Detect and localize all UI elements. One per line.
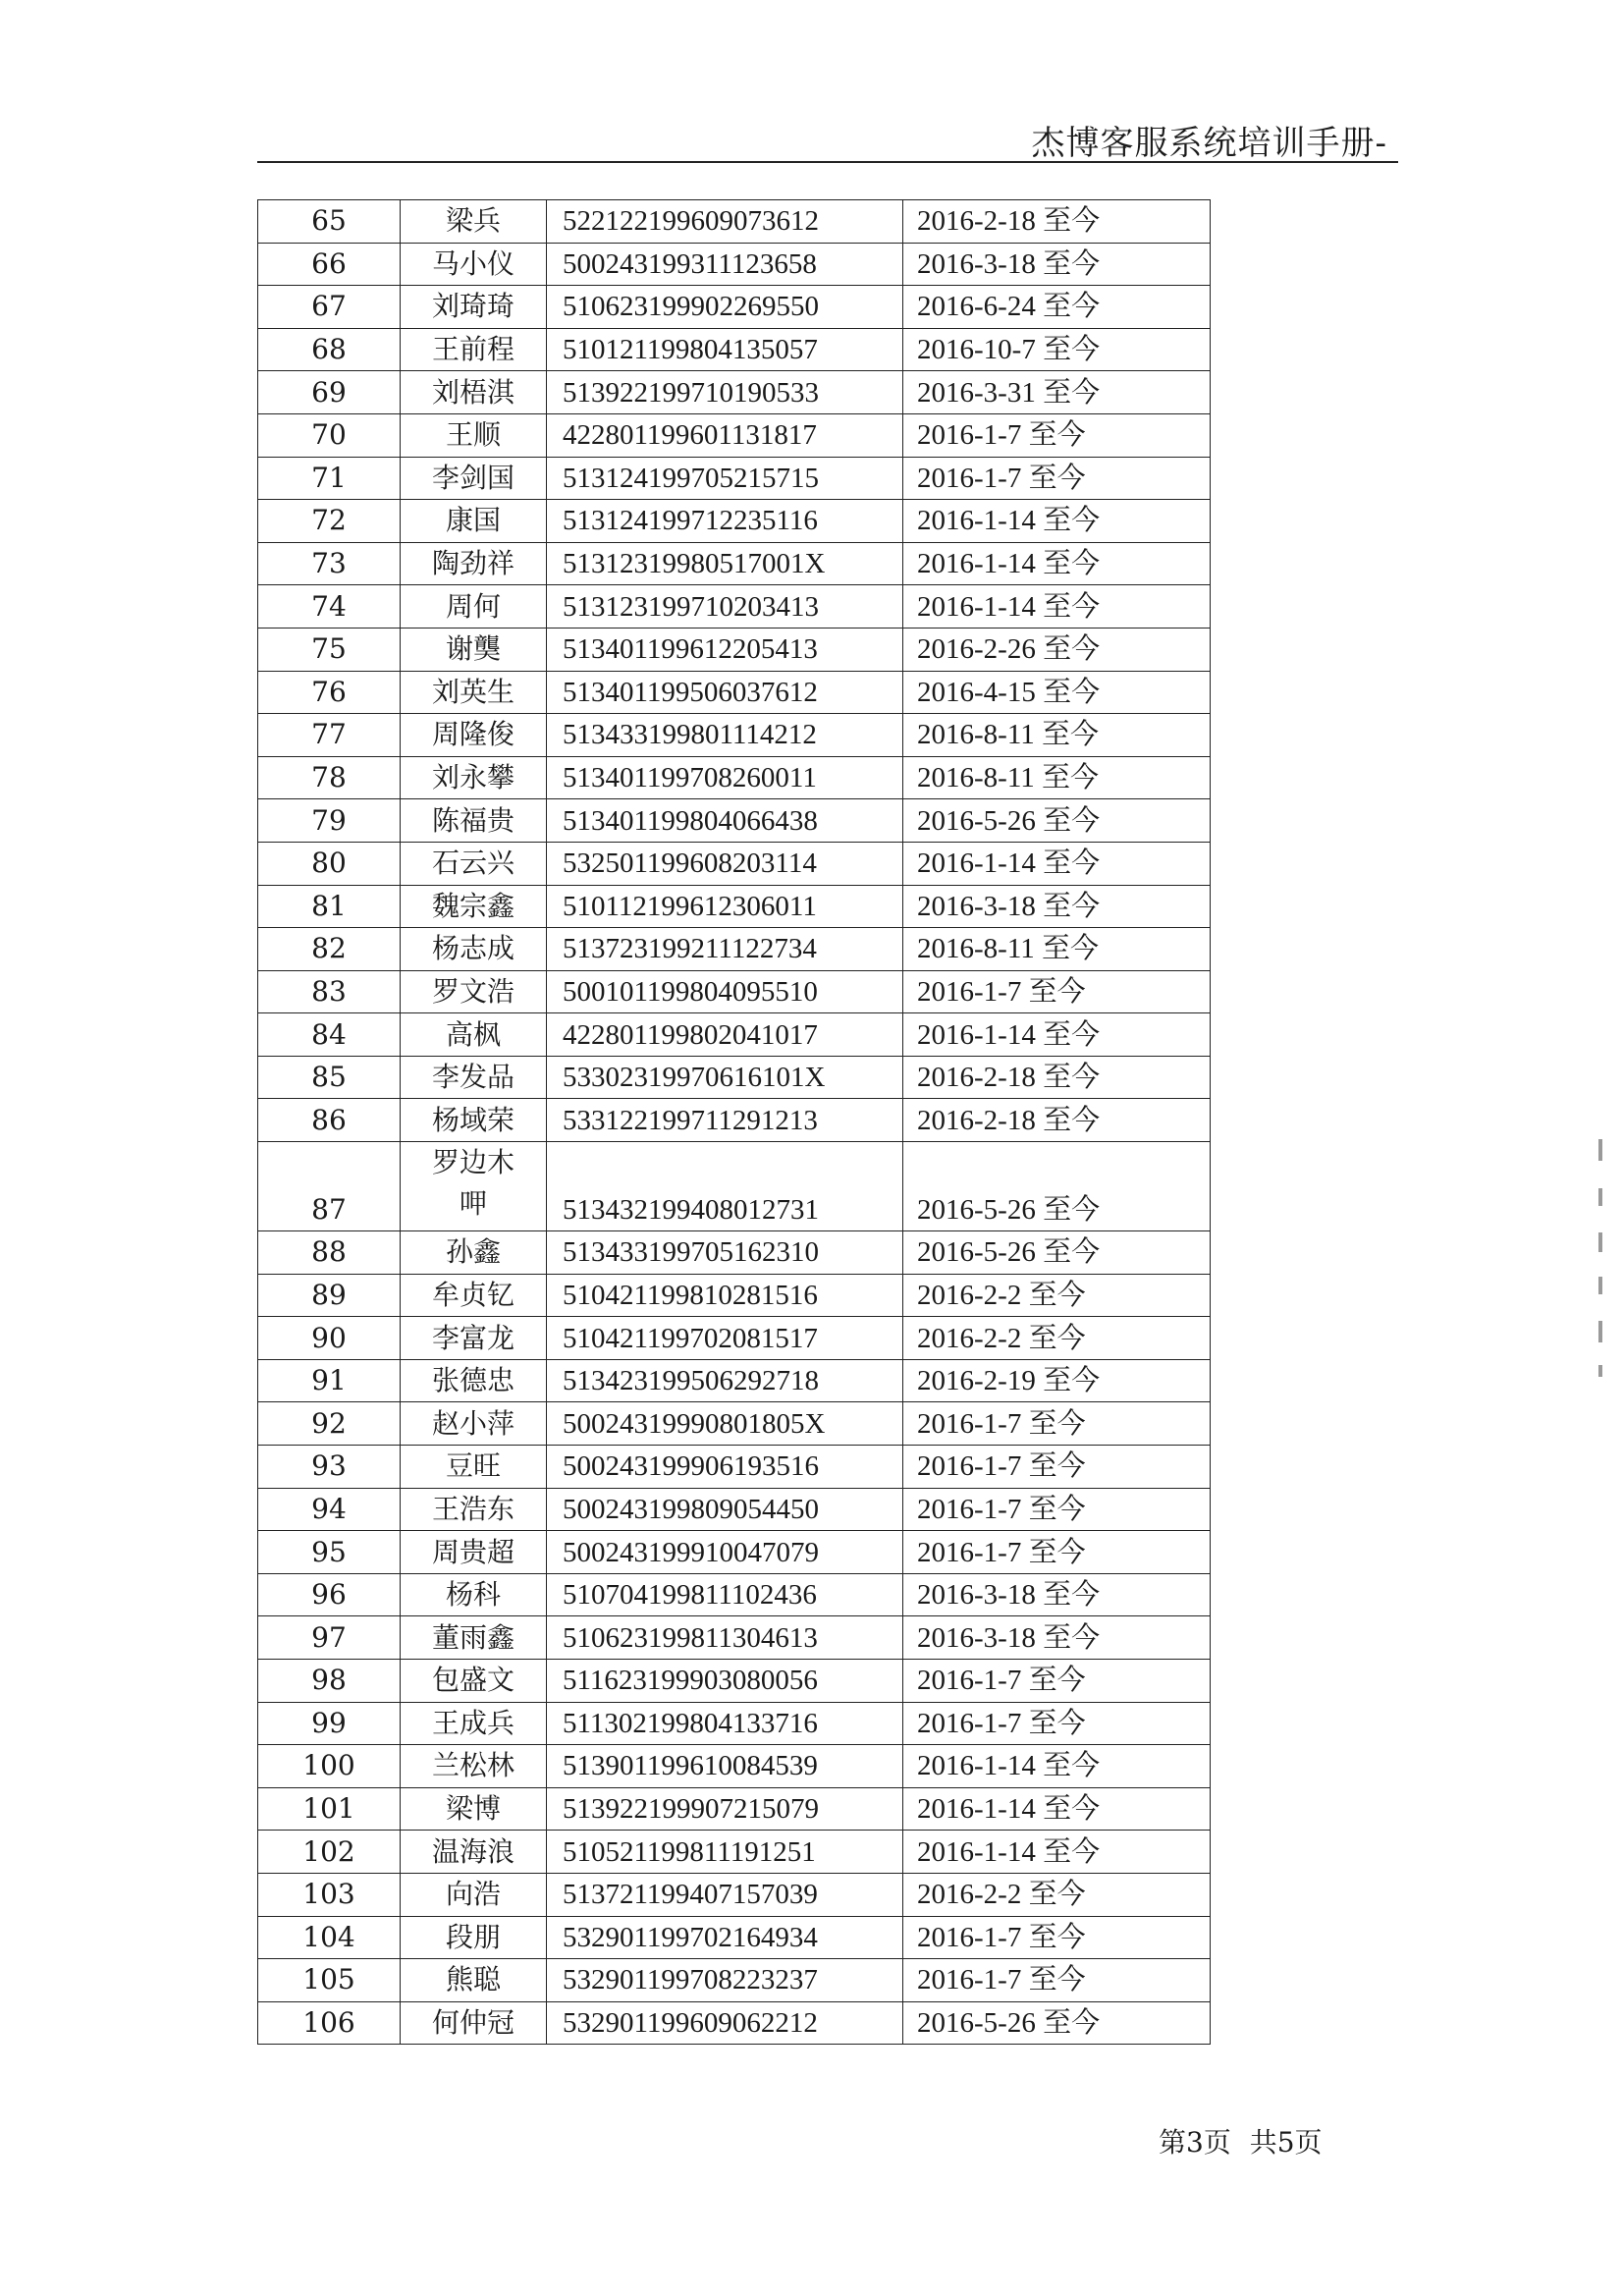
employee-name-cell: 孙鑫 — [401, 1231, 547, 1275]
start-date-cell: 2016-1-14 至今 — [903, 1831, 1211, 1874]
row-number-cell: 65 — [258, 200, 401, 244]
start-date-cell: 2016-1-14 至今 — [903, 842, 1211, 885]
table-row — [258, 1616, 1211, 1660]
start-date-cell: 2016-1-7 至今 — [903, 457, 1211, 500]
id-number-cell: 500243199311123658 — [547, 243, 903, 286]
id-number-cell: 510121199804135057 — [547, 328, 903, 371]
start-date-cell: 2016-1-14 至今 — [903, 1787, 1211, 1831]
table-row — [258, 1959, 1211, 2002]
id-number-cell: 513401199708260011 — [547, 756, 903, 799]
row-number-cell: 68 — [258, 328, 401, 371]
employee-name-cell: 李剑国 — [401, 457, 547, 500]
employee-name-cell: 董雨鑫 — [401, 1616, 547, 1660]
table-row — [258, 1660, 1211, 1703]
start-date-cell: 2016-2-18 至今 — [903, 200, 1211, 244]
table-row — [258, 286, 1211, 329]
id-number-cell: 513922199907215079 — [547, 1787, 903, 1831]
row-number-cell: 89 — [258, 1274, 401, 1317]
table-row — [258, 1446, 1211, 1489]
scan-artifact — [1598, 1277, 1602, 1294]
start-date-cell: 2016-1-7 至今 — [903, 1916, 1211, 1959]
table-row — [258, 585, 1211, 629]
employee-name-cell: 周贵超 — [401, 1531, 547, 1574]
row-number-cell: 66 — [258, 243, 401, 286]
start-date-cell: 2016-8-11 至今 — [903, 928, 1211, 971]
start-date-cell: 2016-3-31 至今 — [903, 371, 1211, 414]
start-date-cell: 2016-6-24 至今 — [903, 286, 1211, 329]
row-number-cell: 97 — [258, 1616, 401, 1660]
employee-name-cell: 康国 — [401, 500, 547, 543]
id-number-cell: 513922199710190533 — [547, 371, 903, 414]
id-number-cell: 532901199708223237 — [547, 1959, 903, 2002]
start-date-cell: 2016-8-11 至今 — [903, 714, 1211, 757]
row-number-cell: 82 — [258, 928, 401, 971]
table-row — [258, 1142, 1211, 1231]
table-row — [258, 1402, 1211, 1446]
row-number-cell: 93 — [258, 1446, 401, 1489]
id-number-cell: 513433199801114212 — [547, 714, 903, 757]
start-date-cell: 2016-1-7 至今 — [903, 1402, 1211, 1446]
row-number-cell: 79 — [258, 799, 401, 843]
start-date-cell: 2016-1-7 至今 — [903, 1531, 1211, 1574]
start-date-cell: 2016-1-7 至今 — [903, 1488, 1211, 1531]
header-divider — [257, 161, 1398, 163]
start-date-cell: 2016-1-14 至今 — [903, 585, 1211, 629]
id-number-cell: 513901199610084539 — [547, 1745, 903, 1788]
row-number-cell: 77 — [258, 714, 401, 757]
start-date-cell: 2016-5-26 至今 — [903, 799, 1211, 843]
table-row — [258, 1531, 1211, 1574]
start-date-cell: 2016-2-2 至今 — [903, 1274, 1211, 1317]
id-number-cell: 500101199804095510 — [547, 970, 903, 1013]
id-number-cell: 513124199712235116 — [547, 500, 903, 543]
employee-name-cell: 陈福贵 — [401, 799, 547, 843]
id-number-cell: 422801199802041017 — [547, 1013, 903, 1057]
id-number-cell: 532501199608203114 — [547, 842, 903, 885]
row-number-cell: 71 — [258, 457, 401, 500]
id-number-cell: 510521199811191251 — [547, 1831, 903, 1874]
employee-roster-table — [257, 199, 1211, 2045]
employee-name-cell: 赵小萍 — [401, 1402, 547, 1446]
scan-artifact — [1598, 1232, 1602, 1252]
row-number-cell: 99 — [258, 1702, 401, 1745]
table-row — [258, 2001, 1211, 2045]
table-row — [258, 371, 1211, 414]
start-date-cell: 2016-2-19 至今 — [903, 1359, 1211, 1402]
table-row — [258, 1702, 1211, 1745]
page-number: 第3页 — [1159, 2126, 1231, 2159]
id-number-cell: 511623199903080056 — [547, 1660, 903, 1703]
row-number-cell: 88 — [258, 1231, 401, 1275]
id-number-cell: 500243199906193516 — [547, 1446, 903, 1489]
start-date-cell: 2016-2-18 至今 — [903, 1099, 1211, 1142]
table-row — [258, 243, 1211, 286]
scan-artifact — [1598, 1139, 1602, 1161]
start-date-cell: 2016-1-7 至今 — [903, 413, 1211, 457]
row-number-cell: 75 — [258, 628, 401, 671]
employee-name-cell: 何仲冠 — [401, 2001, 547, 2045]
row-number-cell: 69 — [258, 371, 401, 414]
table-row — [258, 970, 1211, 1013]
id-number-cell: 532901199702164934 — [547, 1916, 903, 1959]
employee-name-cell: 刘梧淇 — [401, 371, 547, 414]
employee-name-cell: 向浩 — [401, 1873, 547, 1916]
row-number-cell: 78 — [258, 756, 401, 799]
start-date-cell: 2016-2-2 至今 — [903, 1873, 1211, 1916]
table-row — [258, 457, 1211, 500]
row-number-cell: 73 — [258, 542, 401, 585]
table-row — [258, 1573, 1211, 1616]
row-number-cell: 96 — [258, 1573, 401, 1616]
start-date-cell: 2016-1-7 至今 — [903, 1702, 1211, 1745]
row-number-cell: 92 — [258, 1402, 401, 1446]
table-row — [258, 1317, 1211, 1360]
id-number-cell: 513401199612205413 — [547, 628, 903, 671]
row-number-cell: 102 — [258, 1831, 401, 1874]
employee-name-cell: 杨志成 — [401, 928, 547, 971]
start-date-cell: 2016-1-14 至今 — [903, 542, 1211, 585]
start-date-cell: 2016-2-26 至今 — [903, 628, 1211, 671]
employee-name-cell: 兰松林 — [401, 1745, 547, 1788]
table-row — [258, 671, 1211, 714]
id-number-cell: 500243199809054450 — [547, 1488, 903, 1531]
employee-name-cell: 杨域荣 — [401, 1099, 547, 1142]
row-number-cell: 83 — [258, 970, 401, 1013]
table-row — [258, 928, 1211, 971]
id-number-cell: 510623199902269550 — [547, 286, 903, 329]
start-date-cell: 2016-1-7 至今 — [903, 1660, 1211, 1703]
employee-name-cell: 罗文浩 — [401, 970, 547, 1013]
id-number-cell: 513423199506292718 — [547, 1359, 903, 1402]
id-number-cell: 522122199609073612 — [547, 200, 903, 244]
start-date-cell: 2016-1-7 至今 — [903, 970, 1211, 1013]
table-row — [258, 756, 1211, 799]
employee-name-cell: 周何 — [401, 585, 547, 629]
employee-name-cell: 石云兴 — [401, 842, 547, 885]
employee-name-cell: 温海浪 — [401, 1831, 547, 1874]
id-number-cell: 513123199710203413 — [547, 585, 903, 629]
employee-name-cell: 梁兵 — [401, 200, 547, 244]
employee-name-cell: 王成兵 — [401, 1702, 547, 1745]
start-date-cell: 2016-8-11 至今 — [903, 756, 1211, 799]
row-number-cell: 94 — [258, 1488, 401, 1531]
id-number-cell: 510704199811102436 — [547, 1573, 903, 1616]
employee-name-cell: 刘英生 — [401, 671, 547, 714]
employee-name-cell: 王浩东 — [401, 1488, 547, 1531]
id-number-cell: 513401199506037612 — [547, 671, 903, 714]
employee-name-cell: 豆旺 — [401, 1446, 547, 1489]
start-date-cell: 2016-1-7 至今 — [903, 1959, 1211, 2002]
id-number-cell: 533122199711291213 — [547, 1099, 903, 1142]
page-total: 共5页 — [1249, 2126, 1323, 2159]
start-date-cell: 2016-3-18 至今 — [903, 1573, 1211, 1616]
employee-name-cell: 罗边木 呷 — [401, 1142, 547, 1231]
table-row — [258, 1916, 1211, 1959]
table-row — [258, 1488, 1211, 1531]
scan-artifact — [1598, 1365, 1602, 1377]
row-number-cell: 76 — [258, 671, 401, 714]
table-row — [258, 500, 1211, 543]
employee-name-cell: 段朋 — [401, 1916, 547, 1959]
employee-name-cell: 包盛文 — [401, 1660, 547, 1703]
table-row — [258, 1745, 1211, 1788]
table-row — [258, 1056, 1211, 1099]
row-number-cell: 81 — [258, 885, 401, 928]
row-number-cell: 74 — [258, 585, 401, 629]
start-date-cell: 2016-2-2 至今 — [903, 1317, 1211, 1360]
id-number-cell: 511302199804133716 — [547, 1702, 903, 1745]
row-number-cell: 67 — [258, 286, 401, 329]
start-date-cell: 2016-1-14 至今 — [903, 1013, 1211, 1057]
document-header-title: 杰博客服系统培训手册- — [1031, 124, 1387, 163]
table-row — [258, 542, 1211, 585]
employee-name-cell: 高枫 — [401, 1013, 547, 1057]
id-number-cell: 500243199910047079 — [547, 1531, 903, 1574]
table-row — [258, 628, 1211, 671]
row-number-cell: 91 — [258, 1359, 401, 1402]
start-date-cell: 2016-1-14 至今 — [903, 1745, 1211, 1788]
id-number-cell: 513721199407157039 — [547, 1873, 903, 1916]
id-number-cell: 422801199601131817 — [547, 413, 903, 457]
id-number-cell: 513723199211122734 — [547, 928, 903, 971]
table-row — [258, 1787, 1211, 1831]
employee-name-cell: 刘永攀 — [401, 756, 547, 799]
id-number-cell: 513124199705215715 — [547, 457, 903, 500]
row-number-cell: 105 — [258, 1959, 401, 2002]
row-number-cell: 90 — [258, 1317, 401, 1360]
id-number-cell: 510623199811304613 — [547, 1616, 903, 1660]
employee-name-cell: 马小仪 — [401, 243, 547, 286]
start-date-cell: 2016-5-26 至今 — [903, 1231, 1211, 1275]
start-date-cell: 2016-1-14 至今 — [903, 500, 1211, 543]
start-date-cell: 2016-5-26 至今 — [903, 1142, 1211, 1231]
employee-name-cell: 张德忠 — [401, 1359, 547, 1402]
roster-body — [258, 200, 1211, 2045]
start-date-cell: 2016-3-18 至今 — [903, 885, 1211, 928]
employee-name-cell: 牟贞钇 — [401, 1274, 547, 1317]
employee-name-cell: 王前程 — [401, 328, 547, 371]
employee-name-cell: 魏宗鑫 — [401, 885, 547, 928]
start-date-cell: 2016-4-15 至今 — [903, 671, 1211, 714]
id-number-cell: 532901199609062212 — [547, 2001, 903, 2045]
row-number-cell: 84 — [258, 1013, 401, 1057]
row-number-cell: 86 — [258, 1099, 401, 1142]
table-row — [258, 328, 1211, 371]
start-date-cell: 2016-3-18 至今 — [903, 243, 1211, 286]
start-date-cell: 2016-2-18 至今 — [903, 1056, 1211, 1099]
table-row — [258, 1831, 1211, 1874]
start-date-cell: 2016-10-7 至今 — [903, 328, 1211, 371]
row-number-cell: 103 — [258, 1873, 401, 1916]
scan-artifact — [1598, 1188, 1602, 1206]
start-date-cell: 2016-1-7 至今 — [903, 1446, 1211, 1489]
id-number-cell: 53302319970616101X — [547, 1056, 903, 1099]
table-row — [258, 799, 1211, 843]
row-number-cell: 101 — [258, 1787, 401, 1831]
row-number-cell: 98 — [258, 1660, 401, 1703]
id-number-cell: 51312319980517001X — [547, 542, 903, 585]
table-row — [258, 200, 1211, 244]
table-row — [258, 1099, 1211, 1142]
id-number-cell: 510421199702081517 — [547, 1317, 903, 1360]
table-row — [258, 1359, 1211, 1402]
row-number-cell: 87 — [258, 1142, 401, 1231]
id-number-cell: 50024319990801805X — [547, 1402, 903, 1446]
start-date-cell: 2016-5-26 至今 — [903, 2001, 1211, 2045]
id-number-cell: 513432199408012731 — [547, 1142, 903, 1231]
employee-name-cell: 杨科 — [401, 1573, 547, 1616]
row-number-cell: 80 — [258, 842, 401, 885]
id-number-cell: 510421199810281516 — [547, 1274, 903, 1317]
row-number-cell: 104 — [258, 1916, 401, 1959]
employee-name-cell: 梁博 — [401, 1787, 547, 1831]
table-row — [258, 885, 1211, 928]
employee-name-cell: 周隆俊 — [401, 714, 547, 757]
employee-name-cell: 陶劲祥 — [401, 542, 547, 585]
employee-name-cell: 王顺 — [401, 413, 547, 457]
row-number-cell: 85 — [258, 1056, 401, 1099]
table-row — [258, 842, 1211, 885]
id-number-cell: 513433199705162310 — [547, 1231, 903, 1275]
id-number-cell: 510112199612306011 — [547, 885, 903, 928]
table-row — [258, 1873, 1211, 1916]
start-date-cell: 2016-3-18 至今 — [903, 1616, 1211, 1660]
row-number-cell: 70 — [258, 413, 401, 457]
employee-name-cell: 李发品 — [401, 1056, 547, 1099]
table-row — [258, 1231, 1211, 1275]
scan-artifact — [1598, 1321, 1602, 1342]
row-number-cell: 72 — [258, 500, 401, 543]
page-footer — [1159, 2121, 1326, 2160]
employee-name-cell: 谢龑 — [401, 628, 547, 671]
id-number-cell: 513401199804066438 — [547, 799, 903, 843]
employee-name-cell: 李富龙 — [401, 1317, 547, 1360]
row-number-cell: 106 — [258, 2001, 401, 2045]
table-row — [258, 714, 1211, 757]
table-row — [258, 413, 1211, 457]
table-row — [258, 1274, 1211, 1317]
table-row — [258, 1013, 1211, 1057]
employee-name-cell: 熊聪 — [401, 1959, 547, 2002]
employee-name-cell: 刘琦琦 — [401, 286, 547, 329]
row-number-cell: 95 — [258, 1531, 401, 1574]
row-number-cell: 100 — [258, 1745, 401, 1788]
